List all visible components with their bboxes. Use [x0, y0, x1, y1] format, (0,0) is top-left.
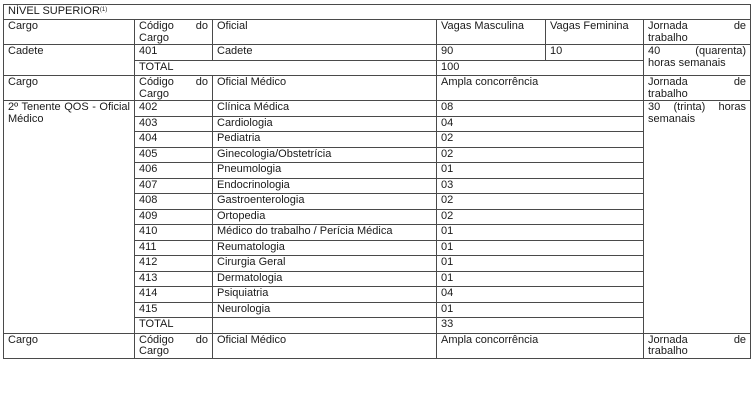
header-row-medico	[4, 76, 751, 101]
medico-especialidade: Neurologia	[213, 302, 437, 318]
medico-especialidade: Endocrinologia	[213, 178, 437, 194]
medico-cargo: 2º Tenente QOS - Oficial Médico	[4, 101, 135, 334]
header-cargo: Cargo	[4, 20, 135, 45]
header-codigo: Código do Cargo	[135, 20, 213, 45]
medico-codigo: 407	[135, 178, 213, 194]
medico-especialidade: Ortopedia	[213, 209, 437, 225]
header-jornada: Jornada de trabalho	[644, 20, 751, 45]
medico-vagas: 01	[437, 225, 644, 241]
medico-total-value: 33	[437, 318, 644, 334]
medico-vagas: 03	[437, 178, 644, 194]
header-codigo: Código do Cargo	[135, 333, 213, 358]
medico-especialidade: Pneumologia	[213, 163, 437, 179]
medico-codigo: 409	[135, 209, 213, 225]
cadete-total-label: TOTAL	[135, 60, 437, 76]
medico-vagas: 01	[437, 240, 644, 256]
medico-codigo: 405	[135, 147, 213, 163]
header-jornada: Jornada de trabalho	[644, 333, 751, 358]
header-oficial: Oficial	[213, 20, 437, 45]
header-row-cadete	[4, 20, 751, 45]
section-title: NÍVEL SUPERIOR$^{(1)}$	[4, 5, 751, 20]
medico-vagas: 04	[437, 116, 644, 132]
header-codigo: Código do Cargo	[135, 76, 213, 101]
medico-vagas: 02	[437, 147, 644, 163]
header-row-medico-2	[4, 333, 751, 358]
medico-total-empty	[213, 318, 437, 334]
medico-vagas: 08	[437, 101, 644, 117]
header-vagas-masculina: Vagas Masculina	[437, 20, 546, 45]
medico-codigo: 415	[135, 302, 213, 318]
medico-especialidade: Pediatria	[213, 132, 437, 148]
cadete-vagas-masculina: 90	[437, 45, 546, 61]
medico-especialidade: Cardiologia	[213, 116, 437, 132]
medico-especialidade: Clínica Médica	[213, 101, 437, 117]
cadete-oficial: Cadete	[213, 45, 437, 61]
medico-codigo: 403	[135, 116, 213, 132]
vacancy-table	[3, 4, 751, 359]
medico-codigo: 402	[135, 101, 213, 117]
medico-vagas: 01	[437, 163, 644, 179]
medico-vagas: 01	[437, 256, 644, 272]
medico-vagas: 01	[437, 271, 644, 287]
header-cargo: Cargo	[4, 76, 135, 101]
medico-codigo: 413	[135, 271, 213, 287]
cadete-codigo: 401	[135, 45, 213, 61]
header-ampla-concorrencia: Ampla concorrência	[437, 76, 644, 101]
medico-codigo: 410	[135, 225, 213, 241]
medico-codigo: 412	[135, 256, 213, 272]
header-vagas-feminina: Vagas Feminina	[546, 20, 644, 45]
medico-row	[4, 101, 751, 117]
medico-codigo: 406	[135, 163, 213, 179]
medico-especialidade: Psiquiatria	[213, 287, 437, 303]
medico-especialidade: Dermatologia	[213, 271, 437, 287]
medico-especialidade: Ginecologia/Obstetrícia	[213, 147, 437, 163]
header-ampla-concorrencia: Ampla concorrência	[437, 333, 644, 358]
medico-codigo: 414	[135, 287, 213, 303]
medico-especialidade: Gastroenterologia	[213, 194, 437, 210]
medico-total-label: TOTAL	[135, 318, 213, 334]
medico-especialidade: Reumatologia	[213, 240, 437, 256]
medico-codigo: 408	[135, 194, 213, 210]
cadete-cargo: Cadete	[4, 45, 135, 76]
medico-vagas: 02	[437, 132, 644, 148]
medico-especialidade: Cirurgia Geral	[213, 256, 437, 272]
medico-jornada: 30 (trinta) horas semanais	[644, 101, 751, 334]
medico-vagas: 01	[437, 302, 644, 318]
medico-codigo: 404	[135, 132, 213, 148]
header-oficial-medico: Oficial Médico	[213, 76, 437, 101]
title-row	[4, 5, 751, 20]
header-jornada: Jornada de trabalho	[644, 76, 751, 101]
footnote-marker: (1)	[99, 7, 108, 13]
medico-codigo: 411	[135, 240, 213, 256]
cadete-row	[4, 45, 751, 61]
medico-vagas: 02	[437, 209, 644, 225]
cadete-total-value: 100	[437, 60, 644, 76]
medico-vagas: 04	[437, 287, 644, 303]
header-cargo: Cargo	[4, 333, 135, 358]
medico-especialidade: Médico do trabalho / Perícia Médica	[213, 225, 437, 241]
cadete-vagas-feminina: 10	[546, 45, 644, 61]
cadete-jornada: 40 (quarenta) horas semanais	[644, 45, 751, 76]
header-oficial-medico: Oficial Médico	[213, 333, 437, 358]
medico-vagas: 02	[437, 194, 644, 210]
